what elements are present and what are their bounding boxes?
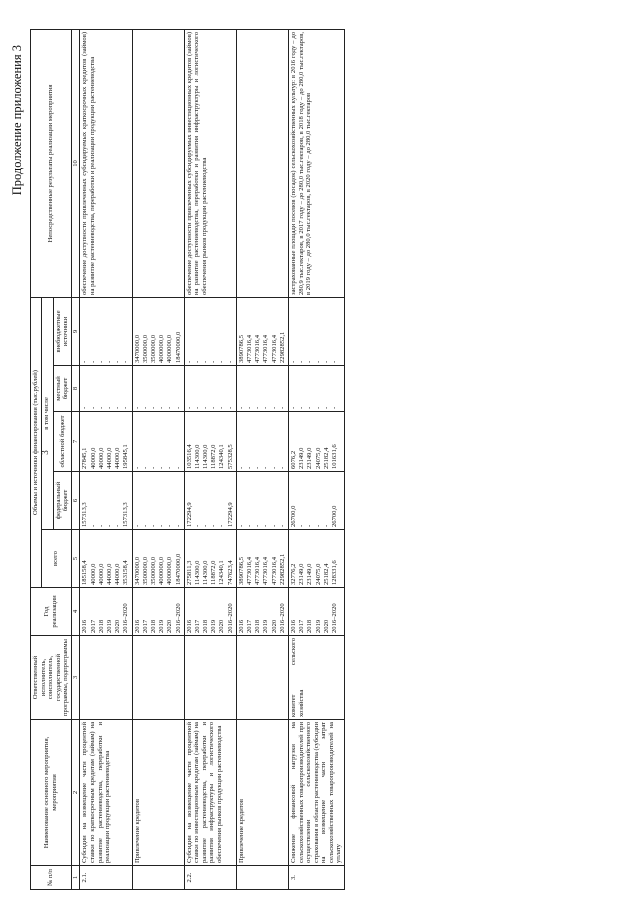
row-reg xyxy=(288,412,344,472)
amount-value: - xyxy=(322,524,330,527)
row-name: Снижение финансовой нагрузки на сельскохозяйственных товаропроизводителей при осуществлении сельскохозяйственного страхования в области растениеводства (субсидии на возмещение части затрат сельскохозяйственных товаропроизводителей на уплату xyxy=(288,720,344,866)
year-value: 2019 xyxy=(262,619,270,633)
year-value: 2020 xyxy=(322,619,330,633)
header-total: всего xyxy=(41,530,71,588)
amount-value: 172294,9 xyxy=(185,502,193,527)
header-reg: областной бюджет xyxy=(53,412,71,472)
amount-value: - xyxy=(174,466,182,469)
year-value: 2016 xyxy=(185,619,193,633)
row-ext xyxy=(184,297,236,365)
amount-value: - xyxy=(202,406,210,409)
amount-value: 103516,4 xyxy=(185,444,193,469)
column-number-row xyxy=(71,29,80,889)
row-name: Субсидии на возмещение части процентной ставки по краткосрочным кредитам (займам) на развитие растениеводства, переработки и реализации продукции растениеводства xyxy=(80,720,132,866)
year-value: 2020 xyxy=(166,619,174,633)
amount-value: 4000000,0 xyxy=(166,334,174,363)
amount-value: 40000,0 xyxy=(89,447,97,469)
amount-value: - xyxy=(278,466,286,469)
row-loc xyxy=(132,366,184,412)
continuation-title: Продолжение приложения 3 xyxy=(10,45,24,196)
row-total xyxy=(132,530,184,588)
row-responsible xyxy=(184,636,236,720)
amount-value: 3470000,0 xyxy=(133,556,141,585)
amount-value: - xyxy=(122,406,130,409)
amount-value: - xyxy=(133,524,141,527)
amount-value: - xyxy=(106,360,114,363)
amount-value: - xyxy=(270,466,278,469)
amount-value: - xyxy=(278,524,286,527)
year-value: 2018 xyxy=(149,619,157,633)
row-result: обеспечение доступности привлеченных субсидируемых краткосрочных кредитов (займов) на развитие растениеводства, переработки и реализации продукции растениеводства xyxy=(80,29,132,297)
amount-value: 101631,6 xyxy=(330,444,338,469)
amount-value: - xyxy=(262,406,270,409)
amount-value: - xyxy=(210,406,218,409)
row-number: 3. xyxy=(288,866,344,890)
row-ext xyxy=(132,297,184,365)
amount-value: 40000,0 xyxy=(97,563,105,585)
amount-value: - xyxy=(106,524,114,527)
amount-value: 128331,6 xyxy=(330,560,338,585)
year-value: 2018 xyxy=(254,619,262,633)
amount-value: 4000000,0 xyxy=(166,556,174,585)
amount-value: - xyxy=(133,466,141,469)
header-year: Год реализации xyxy=(31,588,72,636)
amount-value: 4773016,4 xyxy=(270,556,278,585)
amount-value: 18470000,0 xyxy=(174,553,182,585)
amount-value: - xyxy=(89,406,97,409)
amount-value: 747623,4 xyxy=(226,560,234,585)
year-value: 2017 xyxy=(141,619,149,633)
amount-value: 3470000,0 xyxy=(133,334,141,363)
amount-value: - xyxy=(149,466,157,469)
amount-value: 114300,0 xyxy=(202,560,210,585)
row-fed xyxy=(236,472,288,530)
amount-value: - xyxy=(262,524,270,527)
col-number: 3 xyxy=(71,636,80,720)
amount-value: - xyxy=(210,524,218,527)
row-number xyxy=(132,866,184,890)
amount-value: - xyxy=(158,466,166,469)
amount-value: 124340,1 xyxy=(218,444,226,469)
amount-value: 4000000,0 xyxy=(158,334,166,363)
amount-value: 185158,4 xyxy=(81,560,89,585)
amount-value: - xyxy=(237,466,245,469)
row-years xyxy=(80,588,132,636)
amount-value: 124340,1 xyxy=(218,560,226,585)
amount-value: - xyxy=(226,360,234,363)
amount-value: - xyxy=(166,524,174,527)
table-body xyxy=(80,29,345,889)
header-ext: внебюджетные источники xyxy=(53,297,71,365)
year-value: 2018 xyxy=(97,619,105,633)
row-loc xyxy=(288,366,344,412)
row-result xyxy=(132,29,184,297)
amount-value: - xyxy=(149,524,157,527)
amount-value: - xyxy=(246,406,254,409)
year-value: 2016 xyxy=(133,619,141,633)
table-row xyxy=(80,29,132,889)
amount-value: - xyxy=(158,524,166,527)
amount-value: - xyxy=(81,406,89,409)
amount-value: 4773016,4 xyxy=(262,556,270,585)
year-value: 2016 xyxy=(289,619,297,633)
amount-value: - xyxy=(97,524,105,527)
col-number: 9 xyxy=(71,297,80,365)
amount-value: - xyxy=(133,406,141,409)
row-reg xyxy=(236,412,288,472)
amount-value: 4773016,4 xyxy=(246,334,254,363)
amount-value: - xyxy=(306,360,314,363)
amount-value: - xyxy=(202,524,210,527)
amount-value: 118872,0 xyxy=(210,444,218,469)
amount-value: 275811,3 xyxy=(185,560,193,585)
amount-value: - xyxy=(314,406,322,409)
col-number: 4 xyxy=(71,588,80,636)
row-fed xyxy=(80,472,132,530)
amount-value: 157313,3 xyxy=(81,502,89,527)
amount-value: - xyxy=(226,406,234,409)
row-reg xyxy=(80,412,132,472)
year-value: 2019 xyxy=(314,619,322,633)
amount-value: 114300,0 xyxy=(202,444,210,469)
row-years xyxy=(184,588,236,636)
header-fed: федеральный бюджет xyxy=(53,472,71,530)
amount-value: 22982852,1 xyxy=(278,331,286,363)
col-number: 7 xyxy=(71,412,80,472)
amount-value: 40000,0 xyxy=(97,447,105,469)
amount-value: 23149,0 xyxy=(298,447,306,469)
amount-value: 22982852,1 xyxy=(278,553,286,585)
year-value: 2018 xyxy=(306,619,314,633)
col-number: 1 xyxy=(71,866,80,890)
amount-value: - xyxy=(210,360,218,363)
amount-value: - xyxy=(237,524,245,527)
col-number: 6 xyxy=(71,472,80,530)
year-value: 2020 xyxy=(114,619,122,633)
header-name: Наименование основного мероприятия, мероприятия xyxy=(31,720,72,866)
year-value: 2016 xyxy=(237,619,245,633)
row-loc xyxy=(80,366,132,412)
year-value: 2016–2020 xyxy=(278,603,286,633)
amount-value: - xyxy=(81,360,89,363)
amount-value: - xyxy=(149,406,157,409)
amount-value: - xyxy=(298,360,306,363)
header-resp: Ответственный исполнитель, соисполнитель, государственной программы, подпрограммы xyxy=(31,636,72,720)
amount-value: - xyxy=(218,524,226,527)
year-value: 2016–2020 xyxy=(330,603,338,633)
amount-value: - xyxy=(114,406,122,409)
row-result: застрахованные площади посевов (посадок) сельскохозяйственных культур: в 2016 году – до 280,9 тыс.гектаров, в 2017 году – до 280,0 тыс.гектаров, в 2018 году – до 280,0 тыс.гектаров, в 2019 году – до 280,0 тыс.гектаров, в 2020 году – до 280,0 тыс.гектаров xyxy=(288,29,344,297)
amount-value: - xyxy=(185,360,193,363)
amount-value: - xyxy=(314,360,322,363)
row-responsible xyxy=(132,636,184,720)
amount-value: 3500000,0 xyxy=(149,334,157,363)
table-row xyxy=(236,29,288,889)
amount-value: 25182,4 xyxy=(322,447,330,469)
amount-value: - xyxy=(218,360,226,363)
program-table xyxy=(30,29,345,890)
year-value: 2019 xyxy=(158,619,166,633)
row-number: 2.2. xyxy=(184,866,236,890)
amount-value: 195845,1 xyxy=(122,444,130,469)
row-years xyxy=(288,588,344,636)
amount-value: - xyxy=(218,406,226,409)
row-fed xyxy=(184,472,236,530)
amount-value: - xyxy=(141,406,149,409)
col-number: 2 xyxy=(71,720,80,866)
amount-value: - xyxy=(246,524,254,527)
amount-value: 4773016,4 xyxy=(262,334,270,363)
amount-value: 23149,0 xyxy=(306,563,314,585)
row-fed xyxy=(132,472,184,530)
amount-value: 4000000,0 xyxy=(158,556,166,585)
row-result xyxy=(236,29,288,297)
amount-value: 118872,0 xyxy=(210,560,218,585)
amount-value: - xyxy=(262,466,270,469)
year-value: 2016 xyxy=(81,619,89,633)
header-row-1 xyxy=(31,29,42,889)
row-ext xyxy=(236,297,288,365)
amount-value: - xyxy=(314,524,322,527)
row-responsible xyxy=(80,636,132,720)
amount-value: - xyxy=(237,406,245,409)
table-row xyxy=(132,29,184,889)
row-ext xyxy=(288,297,344,365)
amount-value: 353158,4 xyxy=(122,560,130,585)
amount-value: - xyxy=(330,406,338,409)
amount-value: 44000,0 xyxy=(114,447,122,469)
row-result: обеспечение доступности привлеченных субсидируемых инвестиционных кредитов (займов) на развитие растениеводства, переработки и развития инфраструктуры и логистического обеспечения рынков продукции растениеводства xyxy=(184,29,236,297)
amount-value: - xyxy=(254,524,262,527)
amount-value: - xyxy=(298,524,306,527)
page-number: 3 xyxy=(40,450,50,455)
amount-value: 23149,0 xyxy=(298,563,306,585)
amount-value: 157313,3 xyxy=(122,502,130,527)
row-years xyxy=(236,588,288,636)
amount-value: - xyxy=(193,360,201,363)
amount-value: - xyxy=(97,406,105,409)
year-value: 2016–2020 xyxy=(122,603,130,633)
header-including: в том числе xyxy=(41,297,53,529)
amount-value: - xyxy=(166,406,174,409)
row-ext xyxy=(80,297,132,365)
year-value: 2017 xyxy=(193,619,201,633)
year-value: 2018 xyxy=(202,619,210,633)
amount-value: 18470000,0 xyxy=(174,331,182,363)
header-loc: местный бюджет xyxy=(53,366,71,412)
amount-value: 4773016,4 xyxy=(254,556,262,585)
row-number xyxy=(236,866,288,890)
amount-value: - xyxy=(246,466,254,469)
amount-value: - xyxy=(306,406,314,409)
amount-value: - xyxy=(166,466,174,469)
amount-value: 4773016,4 xyxy=(246,556,254,585)
year-value: 2019 xyxy=(106,619,114,633)
amount-value: 172294,9 xyxy=(226,502,234,527)
amount-value: - xyxy=(122,360,130,363)
row-responsible xyxy=(236,636,288,720)
amount-value: 26700,0 xyxy=(330,505,338,527)
header-result: Непосредственные результаты реализации мероприятия xyxy=(31,29,72,297)
amount-value: - xyxy=(114,360,122,363)
row-responsible: комитет сельского хозяйства xyxy=(288,636,344,720)
amount-value: - xyxy=(141,466,149,469)
amount-value: 32776,2 xyxy=(289,563,297,585)
amount-value: - xyxy=(330,360,338,363)
row-loc xyxy=(236,366,288,412)
amount-value: 27845,1 xyxy=(81,447,89,469)
amount-value: - xyxy=(254,466,262,469)
row-reg xyxy=(132,412,184,472)
col-number: 10 xyxy=(71,29,80,297)
amount-value: 24075,0 xyxy=(314,563,322,585)
year-value: 2016–2020 xyxy=(174,603,182,633)
amount-value: - xyxy=(322,360,330,363)
row-number: 2.1. xyxy=(80,866,132,890)
row-name: Привлечение кредитов xyxy=(236,720,288,866)
header-num: № п/п xyxy=(31,866,72,890)
amount-value: 44000,0 xyxy=(106,563,114,585)
amount-value: - xyxy=(289,406,297,409)
row-name: Привлечение кредитов xyxy=(132,720,184,866)
amount-value: - xyxy=(158,406,166,409)
row-total xyxy=(184,530,236,588)
amount-value: 25182,4 xyxy=(322,563,330,585)
col-number: 8 xyxy=(71,366,80,412)
amount-value: - xyxy=(106,406,114,409)
amount-value: - xyxy=(114,524,122,527)
amount-value: 26700,0 xyxy=(289,505,297,527)
amount-value: 114300,0 xyxy=(193,444,201,469)
row-total xyxy=(288,530,344,588)
year-value: 2019 xyxy=(210,619,218,633)
amount-value: - xyxy=(97,360,105,363)
amount-value: 3500000,0 xyxy=(141,334,149,363)
amount-value: - xyxy=(141,524,149,527)
amount-value: 6076,2 xyxy=(289,450,297,469)
row-fed xyxy=(288,472,344,530)
amount-value: - xyxy=(306,524,314,527)
amount-value: 4773016,4 xyxy=(270,334,278,363)
row-years xyxy=(132,588,184,636)
amount-value: 3890786,5 xyxy=(237,556,245,585)
amount-value: - xyxy=(254,406,262,409)
amount-value: - xyxy=(289,360,297,363)
amount-value: - xyxy=(174,524,182,527)
amount-value: - xyxy=(278,406,286,409)
amount-value: 44000,0 xyxy=(106,447,114,469)
header-financing: Объемы и источники финансирования (тыс.рублей) xyxy=(31,297,42,587)
amount-value: 114300,0 xyxy=(193,560,201,585)
row-reg xyxy=(184,412,236,472)
amount-value: - xyxy=(202,360,210,363)
amount-value: 4773016,4 xyxy=(254,334,262,363)
year-value: 2020 xyxy=(270,619,278,633)
amount-value: 575328,5 xyxy=(226,444,234,469)
table-row xyxy=(288,29,344,889)
amount-value: 24075,0 xyxy=(314,447,322,469)
row-total xyxy=(80,530,132,588)
amount-value: - xyxy=(298,406,306,409)
year-value: 2020 xyxy=(218,619,226,633)
amount-value: - xyxy=(89,524,97,527)
amount-value: 3500000,0 xyxy=(149,556,157,585)
amount-value: - xyxy=(174,406,182,409)
amount-value: 3890786,5 xyxy=(237,334,245,363)
year-value: 2017 xyxy=(89,619,97,633)
col-number: 5 xyxy=(71,530,80,588)
year-value: 2017 xyxy=(246,619,254,633)
amount-value: - xyxy=(185,406,193,409)
amount-value: 3500000,0 xyxy=(141,556,149,585)
amount-value: 23149,0 xyxy=(306,447,314,469)
amount-value: - xyxy=(322,406,330,409)
amount-value: 40000,0 xyxy=(89,563,97,585)
row-name: Субсидии на возмещение части процентной ставки по инвестиционным кредитам (займам) на развитие растениеводства, переработки и развития инфраструктуры и логистического обеспечения рынков продукции растениеводства xyxy=(184,720,236,866)
row-loc xyxy=(184,366,236,412)
row-total xyxy=(236,530,288,588)
amount-value: - xyxy=(89,360,97,363)
year-value: 2017 xyxy=(298,619,306,633)
year-value: 2016–2020 xyxy=(226,603,234,633)
amount-value: 44000,0 xyxy=(114,563,122,585)
amount-value: - xyxy=(270,406,278,409)
amount-value: - xyxy=(193,524,201,527)
amount-value: - xyxy=(270,524,278,527)
amount-value: - xyxy=(193,406,201,409)
table-row xyxy=(184,29,236,889)
